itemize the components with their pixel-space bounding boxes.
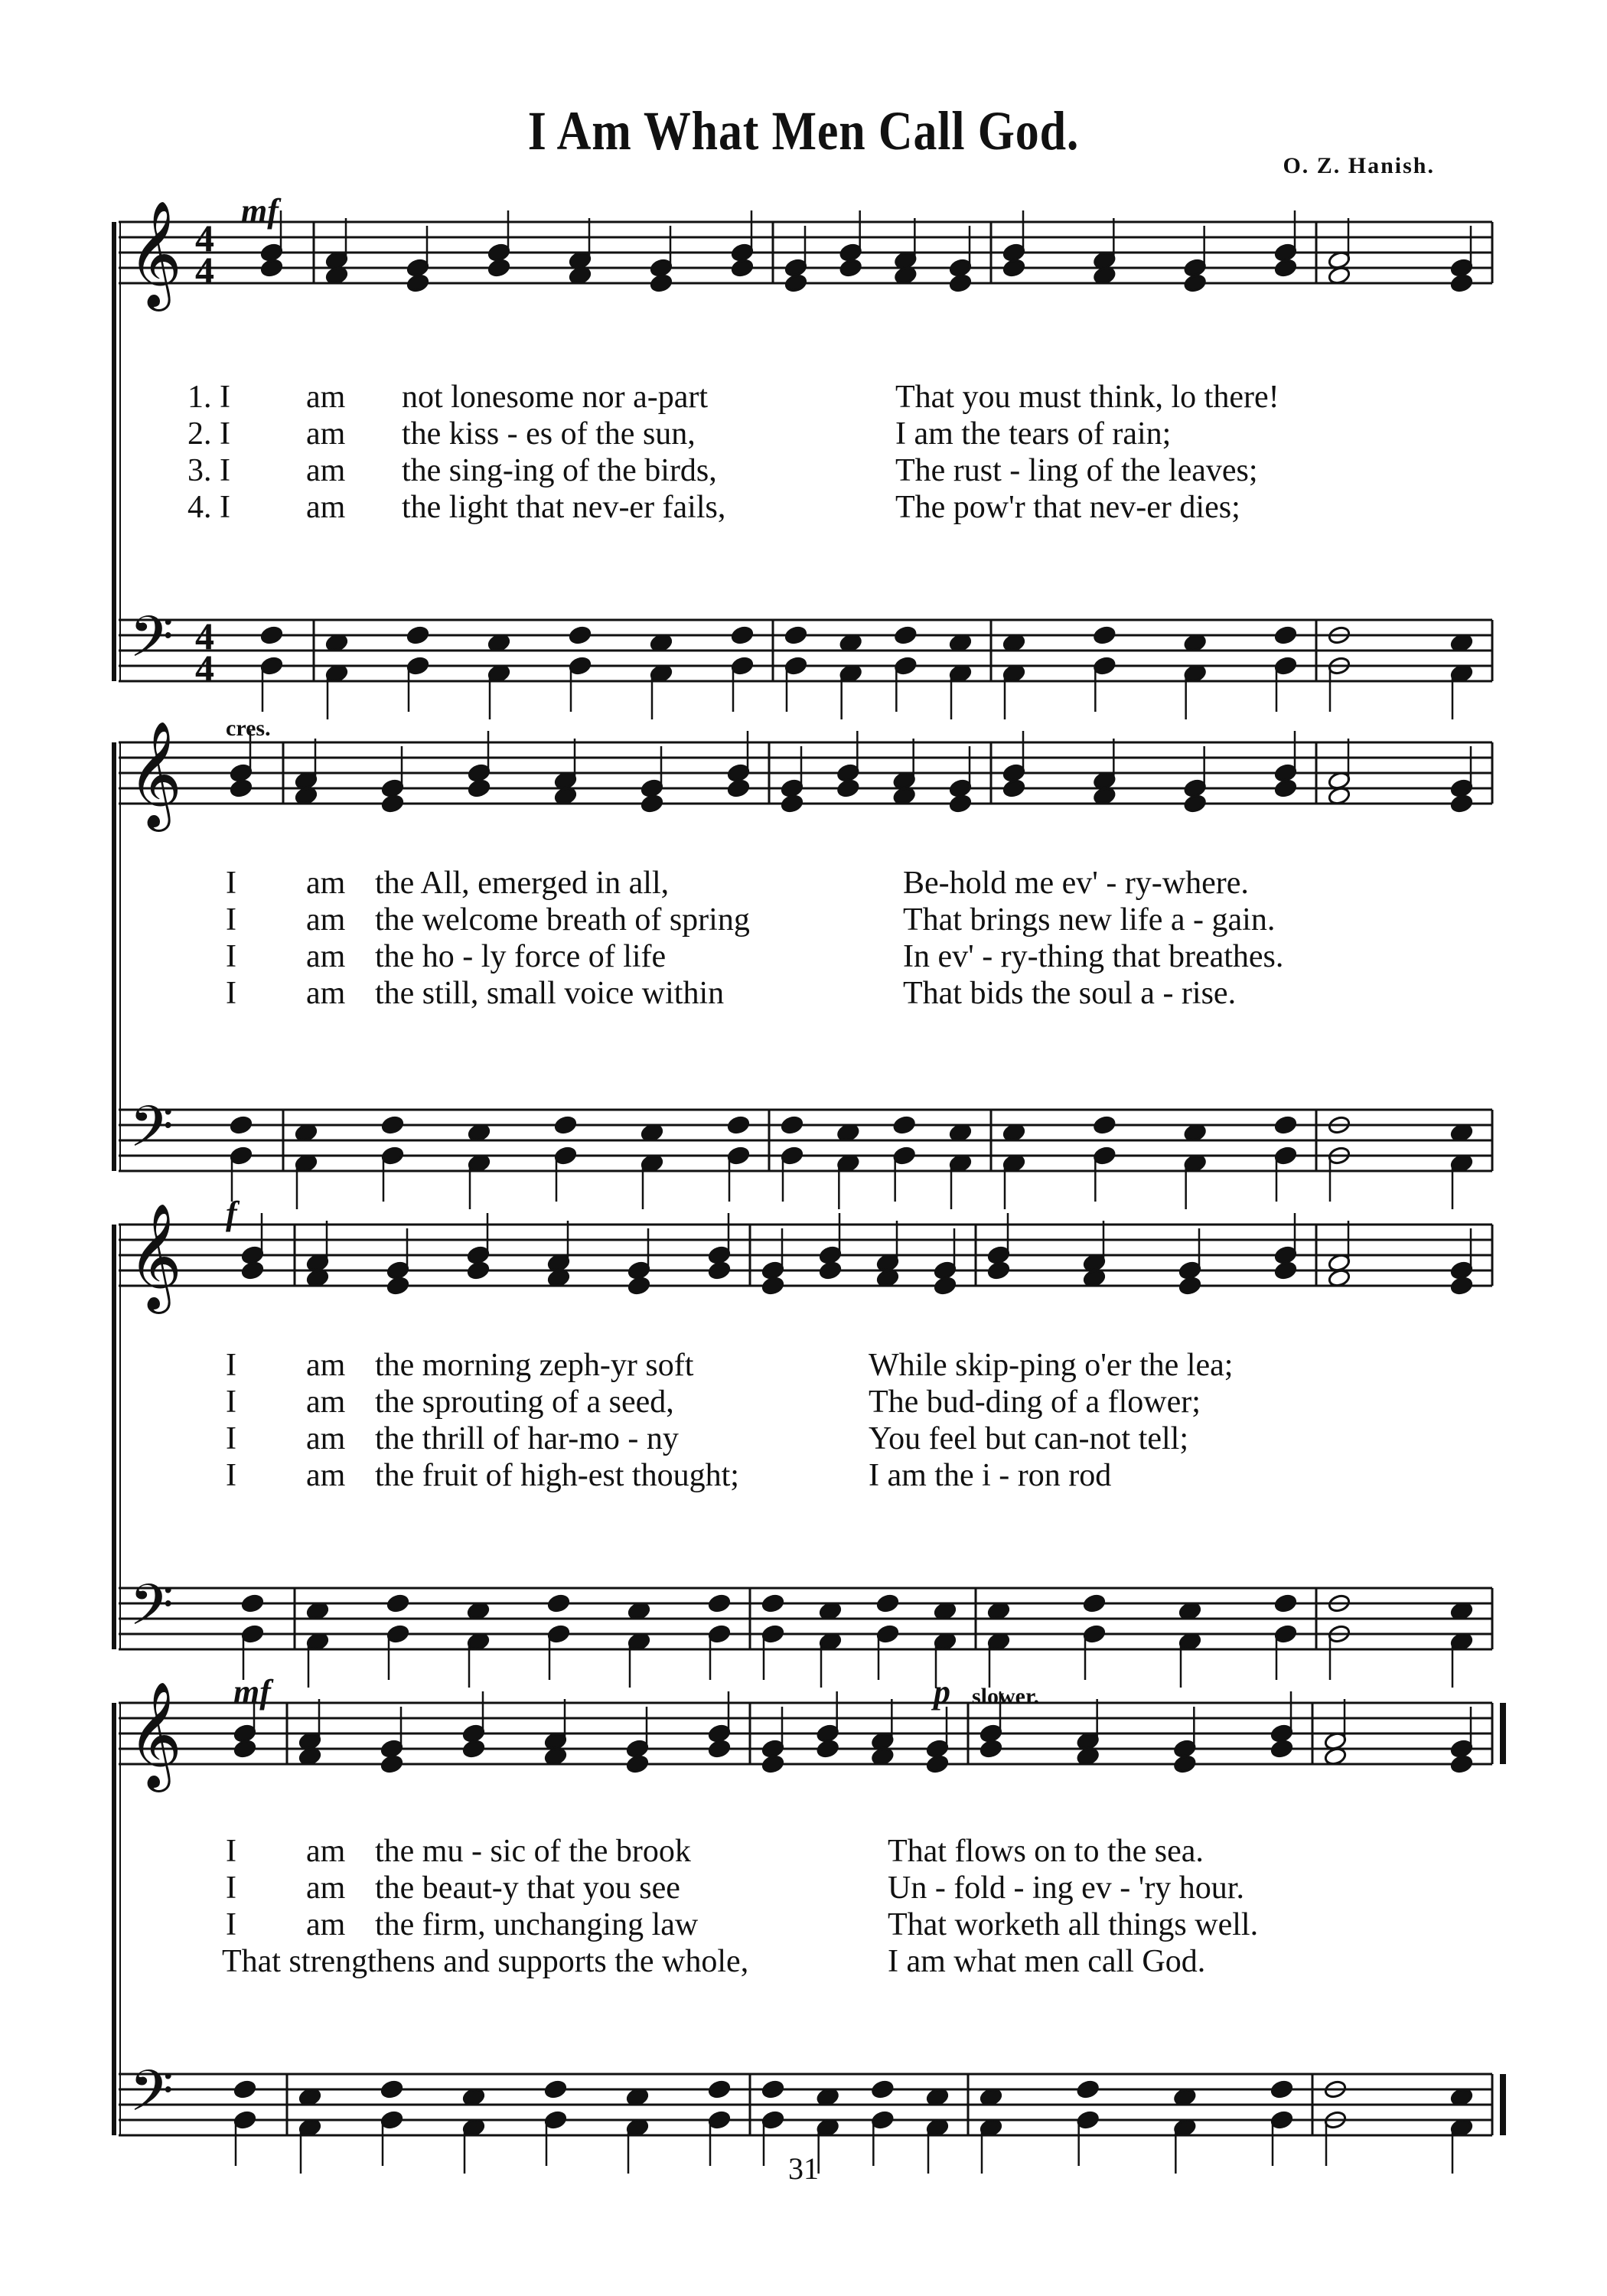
lyric-segment: am [306, 976, 346, 1011]
lyric-segment: I [226, 866, 236, 901]
note-head [836, 778, 860, 798]
time-signature: 4 [195, 615, 214, 657]
lyric-segment: That you must think, lo there! [895, 380, 1279, 415]
lyric-segment: That strengthens and supports the whole, [222, 1944, 749, 1979]
note-head [381, 794, 405, 814]
note-head [727, 1115, 751, 1135]
time-signature: 4 [195, 217, 214, 259]
note-head [1183, 794, 1207, 814]
note-head [1270, 2110, 1294, 2130]
note-head [1270, 1739, 1294, 1759]
note-head [819, 1245, 843, 1265]
note-head [708, 1624, 732, 1644]
lyric-segment: am [306, 380, 346, 415]
treble-clef-icon: 𝄞 [128, 201, 182, 307]
note-head [1178, 1276, 1202, 1296]
note-head [1178, 1261, 1202, 1280]
lyric-segment: Be-hold me ev' - ry-where. [903, 866, 1249, 901]
lyric-segment: the beaut-y that you see [375, 1870, 680, 1906]
lyric-segment: am [306, 866, 346, 901]
note-head [650, 273, 673, 293]
lyric-segment: I [226, 1870, 236, 1906]
note-head [761, 1754, 785, 1774]
lyric-segment: Un - fold - ing ev - 'ry hour. [888, 1870, 1244, 1906]
note-head [1450, 1276, 1474, 1296]
note-head [641, 794, 664, 814]
time-signature: 4 [195, 249, 214, 292]
note-head [1274, 1624, 1298, 1644]
note-head [230, 1115, 253, 1135]
note-head [406, 656, 430, 676]
lyric-segment: am [306, 1907, 346, 1942]
dynamic-mark-p: p [934, 1673, 950, 1711]
note-head [381, 1115, 405, 1135]
note-head [381, 778, 405, 798]
note-head [784, 273, 808, 293]
note-head [406, 625, 430, 645]
note-head [1450, 778, 1474, 798]
note-head [260, 243, 284, 263]
note-head [230, 763, 253, 783]
lyric-line-verse-3 [0, 452, 1607, 489]
dynamic-mark-cres: cres. [226, 716, 271, 741]
note-head [876, 1624, 900, 1644]
note-head [547, 1624, 571, 1644]
lyric-segment: 4. I [187, 490, 230, 525]
lyric-segment: am [306, 1348, 346, 1383]
lyric-segment: 1. I [187, 380, 230, 415]
lyric-segment: 2. I [187, 416, 230, 452]
note-head [1002, 243, 1026, 263]
note-head [784, 625, 808, 645]
lyric-line-verse-3 [0, 1906, 1607, 1943]
dynamic-mark-f: f [226, 1195, 237, 1232]
note-head [241, 1245, 265, 1265]
note-head [1076, 2110, 1100, 2130]
lyric-segment: am [306, 1834, 346, 1869]
lyric-segment: In ev' - ry-thing that breathes. [903, 939, 1284, 974]
lyric-segment: I am what men call God. [888, 1944, 1206, 1979]
note-head [626, 1754, 650, 1774]
lyric-segment: the still, small voice within [375, 976, 725, 1011]
note-head [554, 1146, 578, 1166]
note-head [731, 243, 755, 263]
note-head [871, 2110, 895, 2130]
time-signature: 4 [195, 647, 214, 690]
lyric-segment: I [226, 1384, 236, 1420]
note-head [380, 1754, 404, 1774]
note-head [892, 1115, 916, 1135]
note-head [1274, 625, 1298, 645]
lyric-segment: The bud-ding of a flower; [869, 1384, 1201, 1420]
note-head [233, 1724, 257, 1743]
note-head [949, 258, 973, 278]
note-head [1450, 1261, 1474, 1280]
lyric-segment: The rust - ling of the leaves; [895, 453, 1258, 488]
note-head [381, 1146, 405, 1166]
note-head [487, 243, 511, 263]
lyric-segment: The pow'r that nev-er dies; [895, 490, 1240, 525]
lyric-segment: am [306, 1384, 346, 1420]
lyric-segment: am [306, 1421, 346, 1456]
lyric-segment: I [226, 1421, 236, 1456]
lyric-segment: That bids the soul a - rise. [903, 976, 1237, 1011]
note-head [641, 778, 664, 798]
lyric-segment: I [226, 939, 236, 974]
note-head [1450, 1754, 1474, 1774]
lyric-segment: am [306, 1458, 346, 1493]
note-head [487, 258, 511, 278]
note-head [1173, 1739, 1197, 1759]
note-head [386, 1624, 410, 1644]
note-head [708, 1245, 732, 1265]
note-head [892, 1146, 916, 1166]
note-head [727, 778, 751, 798]
lyric-segment: 3. I [187, 453, 230, 488]
note-head [1093, 1115, 1116, 1135]
dynamic-mark-mf: mf [233, 1673, 271, 1711]
lyric-line-verse-2 [0, 1384, 1607, 1420]
note-head [708, 1739, 732, 1759]
note-head [462, 1724, 486, 1743]
lyric-segment: the thrill of har-mo - ny [375, 1421, 679, 1456]
note-head [934, 1276, 957, 1296]
note-head [727, 1146, 751, 1166]
note-head [761, 2079, 785, 2099]
note-head [233, 2079, 257, 2099]
note-head [1274, 1245, 1298, 1265]
lyric-segment: I [226, 976, 236, 1011]
note-head [233, 2110, 257, 2130]
note-head [761, 1624, 785, 1644]
lyric-line-verse-2 [0, 1870, 1607, 1906]
lyric-segment: the firm, unchanging law [375, 1907, 699, 1942]
note-head [781, 794, 804, 814]
note-head [462, 1739, 486, 1759]
lyric-segment: the morning zeph-yr soft [375, 1348, 694, 1383]
note-head [544, 2110, 568, 2130]
lyric-line-verse-2 [0, 416, 1607, 452]
note-head [467, 1245, 491, 1265]
note-head [1274, 778, 1298, 798]
note-head [871, 2079, 895, 2099]
note-head [386, 1276, 410, 1296]
note-head [1093, 656, 1116, 676]
note-head [839, 243, 862, 263]
note-head [233, 1739, 257, 1759]
note-head [406, 273, 430, 293]
note-head [1450, 1739, 1474, 1759]
note-head [761, 1276, 785, 1296]
lyric-segment: am [306, 1870, 346, 1906]
lyric-line-verse-4 [0, 1457, 1607, 1494]
note-head [761, 1593, 785, 1613]
composer-credit: O. Z. Hanish. [1283, 153, 1435, 178]
bass-clef-icon: 𝄢 [129, 2058, 174, 2138]
lyric-segment: the light that nev-er fails, [402, 490, 726, 525]
note-head [380, 2079, 404, 2099]
note-head [569, 625, 592, 645]
lyric-line-verse-1 [0, 1833, 1607, 1870]
note-head [380, 2110, 404, 2130]
lyric-line-verse-1 [0, 379, 1607, 416]
lyric-segment: am [306, 453, 346, 488]
bass-clef-icon: 𝄢 [129, 604, 174, 684]
note-head [569, 656, 592, 676]
note-head [1274, 656, 1298, 676]
note-head [468, 763, 491, 783]
note-head [894, 625, 918, 645]
note-head [876, 1593, 900, 1613]
lyric-segment: That flows on to the sea. [888, 1834, 1204, 1869]
treble-clef-icon: 𝄞 [128, 1681, 182, 1788]
note-head [1274, 763, 1298, 783]
note-head [554, 1115, 578, 1135]
note-head [1183, 778, 1207, 798]
lyric-segment: the All, emerged in all, [375, 866, 670, 901]
note-head [894, 656, 918, 676]
lyric-segment: I [226, 1458, 236, 1493]
note-head [230, 1146, 253, 1166]
bass-clef-icon: 𝄢 [129, 1572, 174, 1652]
lyric-segment: the sprouting of a seed, [375, 1384, 674, 1420]
note-head [1083, 1624, 1107, 1644]
note-head [987, 1261, 1011, 1280]
note-head [544, 2079, 568, 2099]
note-head [926, 1739, 950, 1759]
note-head [1274, 1261, 1298, 1280]
note-head [380, 1739, 404, 1759]
lyric-segment: I am the i - ron rod [869, 1458, 1112, 1493]
lyric-segment: You feel but can-not tell; [869, 1421, 1188, 1456]
lyric-segment: That brings new life a - gain. [903, 902, 1276, 938]
note-head [949, 778, 973, 798]
lyric-segment: While skip-ping o'er the lea; [869, 1348, 1234, 1383]
note-head [627, 1276, 651, 1296]
note-head [1083, 1593, 1107, 1613]
note-head [1076, 2079, 1100, 2099]
note-head [1274, 1146, 1298, 1166]
lyric-segment: am [306, 490, 346, 525]
note-head [949, 794, 973, 814]
bass-clef-icon: 𝄢 [129, 1094, 174, 1174]
lyric-segment: the mu - sic of the brook [375, 1834, 691, 1869]
note-head [839, 258, 862, 278]
note-head [547, 1593, 571, 1613]
note-head [467, 1261, 491, 1280]
lyric-segment: That worketh all things well. [888, 1907, 1259, 1942]
note-head [650, 258, 673, 278]
note-head [761, 1739, 785, 1759]
note-head [386, 1261, 410, 1280]
note-head [731, 625, 755, 645]
note-head [406, 258, 430, 278]
lyric-line-verse-4 [0, 489, 1607, 526]
note-head [1002, 778, 1026, 798]
note-head [949, 273, 973, 293]
note-head [731, 258, 755, 278]
note-head [241, 1261, 265, 1280]
note-head [1002, 763, 1026, 783]
note-head [708, 1261, 732, 1280]
note-head [926, 1754, 950, 1774]
note-head [1183, 273, 1207, 293]
lyric-segment: I am the tears of rain; [895, 416, 1172, 452]
treble-clef-icon: 𝄞 [128, 1203, 182, 1309]
note-head [934, 1261, 957, 1280]
note-head [784, 656, 808, 676]
note-head [980, 1739, 1003, 1759]
lyric-segment: am [306, 416, 346, 452]
note-head [260, 656, 284, 676]
lyric-line-verse-4 [0, 975, 1607, 1012]
note-head [761, 2110, 785, 2130]
tempo-mark: slower. [972, 1684, 1040, 1709]
note-head [781, 778, 804, 798]
note-head [781, 1115, 804, 1135]
lyric-line-verse-2 [0, 902, 1607, 938]
note-head [708, 2079, 732, 2099]
note-head [260, 625, 284, 645]
note-head [761, 1261, 785, 1280]
note-head [468, 778, 491, 798]
lyric-segment: the kiss - es of the sun, [402, 416, 696, 452]
note-head [708, 2110, 732, 2130]
note-head [1450, 258, 1474, 278]
page-number: 31 [788, 2151, 819, 2186]
lyric-line-verse-3 [0, 1420, 1607, 1457]
note-head [980, 1724, 1003, 1743]
lyric-line-verse-1 [0, 865, 1607, 902]
note-head [1274, 243, 1298, 263]
note-head [1093, 625, 1116, 645]
note-head [708, 1593, 732, 1613]
note-head [1450, 273, 1474, 293]
note-head [816, 1739, 839, 1759]
lyric-segment: I [226, 1834, 236, 1869]
note-head [816, 1724, 839, 1743]
note-head [241, 1593, 265, 1613]
lyric-line-verse-1 [0, 1347, 1607, 1384]
note-head [1270, 2079, 1294, 2099]
note-head [241, 1624, 265, 1644]
note-head [1183, 258, 1207, 278]
lyric-segment: I [226, 902, 236, 938]
note-head [1270, 1724, 1294, 1743]
lyric-segment: am [306, 902, 346, 938]
note-head [386, 1593, 410, 1613]
note-head [1002, 258, 1026, 278]
note-head [784, 258, 808, 278]
lyric-line-verse-4 [0, 1943, 1607, 1980]
lyric-line-verse-3 [0, 938, 1607, 975]
note-head [627, 1261, 651, 1280]
note-head [731, 656, 755, 676]
hymn-title: I Am What Men Call God. [527, 100, 1080, 161]
note-head [230, 778, 253, 798]
lyric-segment: the sing-ing of the birds, [402, 453, 717, 488]
note-head [781, 1146, 804, 1166]
lyric-segment: I [226, 1348, 236, 1383]
lyric-segment: the ho - ly force of life [375, 939, 667, 974]
lyric-segment: not lonesome nor a-part [402, 380, 709, 415]
note-head [1274, 1593, 1298, 1613]
dynamic-mark-mf: mf [241, 192, 279, 230]
note-head [1173, 1754, 1197, 1774]
note-head [1274, 258, 1298, 278]
lyric-segment: the fruit of high-est thought; [375, 1458, 739, 1493]
note-head [1450, 794, 1474, 814]
note-head [708, 1724, 732, 1743]
note-head [819, 1261, 843, 1280]
note-head [626, 1739, 650, 1759]
note-head [987, 1245, 1011, 1265]
note-head [260, 258, 284, 278]
note-head [836, 763, 860, 783]
note-head [1274, 1115, 1298, 1135]
note-head [1093, 1146, 1116, 1166]
treble-clef-icon: 𝄞 [128, 721, 182, 827]
lyric-segment: I [226, 1907, 236, 1942]
note-head [727, 763, 751, 783]
lyric-segment: am [306, 939, 346, 974]
lyric-segment: the welcome breath of spring [375, 902, 750, 938]
